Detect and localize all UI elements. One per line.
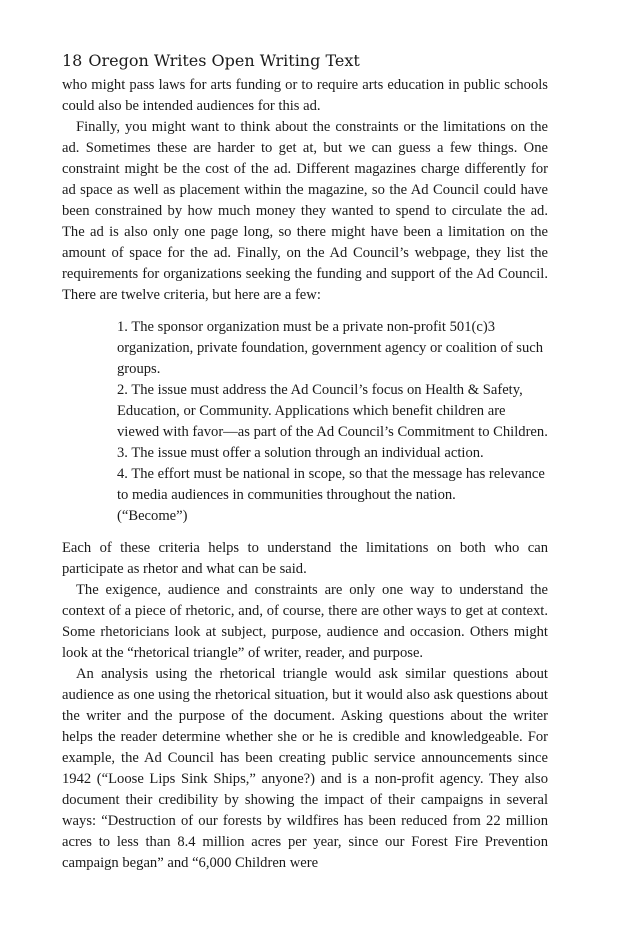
paragraph-continuation: who might pass laws for arts funding or to require arts education in public schools could also be intended audiences for this ad. <box>62 77 548 114</box>
criteria-item-1: 1. The sponsor organization must be a private non-profit 501(c)3 organization, private foundation, government agency or coalition of such groups. <box>117 319 544 377</box>
page <box>62 50 548 874</box>
criteria-blockquote <box>117 317 548 527</box>
book-title: Oregon Writes Open Writing Text <box>88 51 360 70</box>
page-number: 18 <box>62 51 83 70</box>
running-head <box>62 50 548 72</box>
paragraph-criteria-summary: Each of these criteria helps to understand the limitations on both who can participate as rhetor and what can be said. <box>62 540 548 577</box>
criteria-item-3: 3. The issue must offer a solution through an individual action. <box>117 445 484 461</box>
criteria-item-2: 2. The issue must address the Ad Council’s focus on Health & Safety, Education, or Community. Applications which benefit children are viewed with favor—as part of the Ad Council’s Commitment to Children. <box>117 382 548 440</box>
criteria-citation: (“Become”) <box>117 508 188 524</box>
paragraph-constraints: Finally, you might want to think about the constraints or the limitations on the ad. Sometimes these are harder to get at, but we can guess a few things. One constraint might be the cost of the ad. Different magazines charge differently for ad space as well as placement within the magazine, so the Ad Council could have been constrained by how much money they wanted to spend to circulate the ad. The ad is also only one page long, so there might have been a limitation on the amount of space for the ad. Finally, on the Ad Council’s webpage, they list the requirements for organizations seeking the funding and support of the Ad Council. There are twelve criteria, but here are a few: <box>62 119 548 303</box>
paragraph-rhetorical-triangle: An analysis using the rhetorical triangle would ask similar questions about audience as one using the rhetorical situation, but it would also ask questions about the writer and the purpose of the document. Asking questions about the writer helps the reader determine whether she or he is credible and knowledgeable. For example, the Ad Council has been creating public service announcements since 1942 (“Loose Lips Sink Ships,” anyone?) and is a non-profit agency. They also document their credibility by showing the impact of their campaigns in several ways: “Destruction of our forests by wildfires has been reduced from 22 million acres to less than 8.4 million acres per year, since our Forest Fire Prevention campaign began” and “6,000 Children were <box>62 666 548 871</box>
criteria-item-4: 4. The effort must be national in scope, so that the message has relevance to media audiences in communities throughout the nation. <box>117 466 545 503</box>
paragraph-context: The exigence, audience and constraints are only one way to understand the context of a piece of rhetoric, and, of course, there are other ways to get at context. Some rhetoricians look at subject, purpose, audience and occasion. Others might look at the “rhetorical triangle” of writer, reader, and purpose. <box>62 582 548 661</box>
